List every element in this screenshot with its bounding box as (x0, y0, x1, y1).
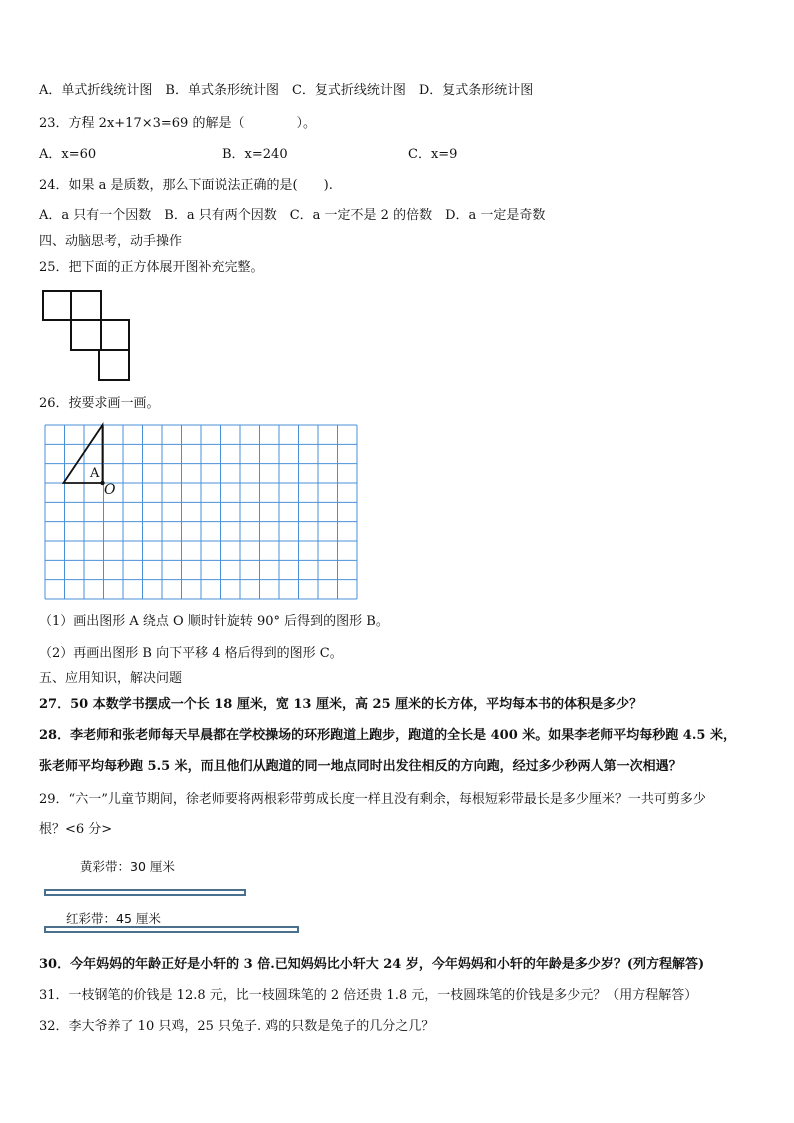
q28-line1: 28．李老师和张老师每天早晨都在学校操场的环形跑道上跑步，跑道的全长是 400 米。如果李老师平均每秒跑 4.5 米， (39, 728, 736, 743)
net-square-4 (101, 320, 129, 350)
q26-sub1: （1）画出图形 A 绕点 O 顺时针旋转 90° 后得到的图形 B。 (39, 614, 389, 629)
section-4-heading: 四、动脑思考，动手操作 (39, 234, 183, 249)
q22-options: A．单式折线统计图 B．单式条形统计图 C．复式折线统计图 D．复式条形统计图 (39, 83, 534, 98)
net-square-3 (71, 320, 101, 350)
q26-sub2: （2）再画出图形 B 向下平移 4 格后得到的图形 C。 (39, 646, 343, 661)
q32-stem: 32．李大爷养了 10 只鸡，25 只兔子. 鸡的只数是兔子的几分之几？ (39, 1019, 435, 1034)
q24-options: A．a 只有一个因数 B．a 只有两个因数 C．a 一定不是 2 的倍数 D．a 一定是奇数 (39, 208, 546, 223)
q23-stem: 23．方程 2x+17×3=69 的解是（ ）。 (39, 116, 316, 131)
section-5-heading: 五、应用知识，解决问题 (39, 671, 183, 686)
rotation-grid (44, 424, 360, 600)
q29-line2: 根？<6 分> (39, 822, 113, 837)
yellow-ribbon-bar (44, 889, 246, 896)
red-ribbon-bar (44, 926, 299, 933)
q24-stem: 24．如果 a 是质数，那么下面说法正确的是( ). (39, 178, 333, 193)
q30-stem: 30．今年妈妈的年龄正好是小轩的 3 倍.已知妈妈比小轩大 24 岁，今年妈妈和小轩的年龄是多少岁？(列方程解答) (39, 957, 705, 972)
q29-line1: 29．“六一”儿童节期间，徐老师要将两根彩带剪成长度一样且没有剩余，每根短彩带最长是多少厘米？一共可剪多少 (39, 792, 706, 807)
q28-line2: 张老师平均每秒跑 5.5 米，而且他们从跑道的同一地点同时出发往相反的方向跑，经过多少秒两人第一次相遇？ (39, 759, 682, 774)
yellow-ribbon-label: 黄彩带：30 厘米 (80, 859, 175, 874)
q23-option-c: C．x=9 (408, 147, 458, 162)
net-square-5 (99, 350, 129, 380)
q25-stem: 25．把下面的正方体展开图补充完整。 (39, 260, 264, 275)
net-square-1 (43, 291, 71, 320)
label-a: A (90, 466, 100, 481)
red-ribbon-label: 红彩带：45 厘米 (66, 911, 161, 926)
label-o: O (104, 482, 116, 498)
q31-stem: 31．一枝钢笔的价钱是 12.8 元，比一枝圆珠笔的 2 倍还贵 1.8 元，一枝圆珠笔的价钱是多少元？（用方程解答） (39, 988, 698, 1003)
net-square-2 (71, 291, 101, 320)
q26-stem: 26．按要求画一画。 (39, 396, 160, 411)
cube-net-figure (42, 290, 132, 382)
q27-stem: 27．50 本数学书摆成一个长 18 厘米，宽 13 厘米，高 25 厘米的长方体，平均每本书的体积是多少？ (39, 697, 643, 712)
q23-option-b: B．x=240 (222, 147, 288, 162)
q23-option-a: A．x=60 (39, 147, 97, 162)
